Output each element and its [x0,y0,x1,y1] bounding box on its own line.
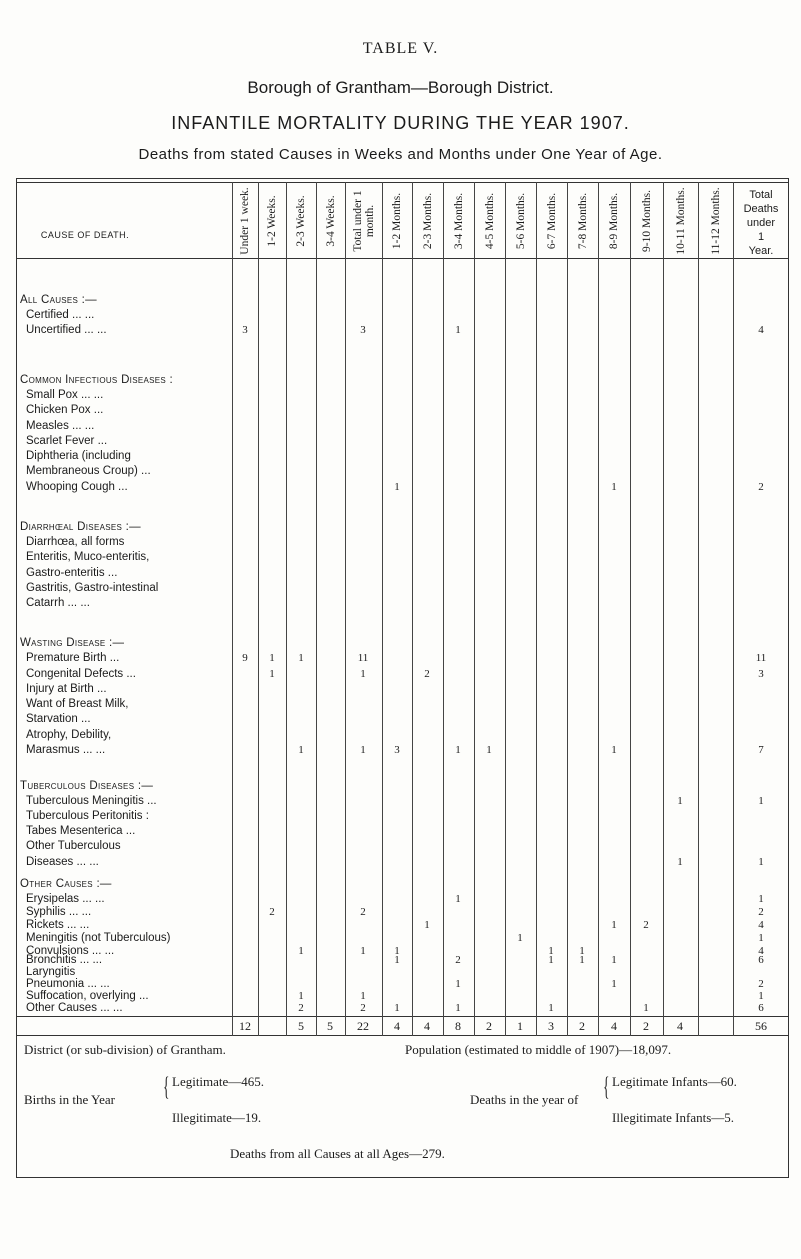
col-header: 11-12 Months. [709,186,722,255]
sub-heading: Deaths from stated Causes in Weeks and Months under One Year of Age. [138,146,663,163]
table-cell: 1 [548,1002,554,1014]
table-cell: 1 [298,990,304,1002]
row-label: Syphilis ... ... [26,906,92,918]
brace-right: { [603,1072,610,1101]
col-line [505,182,506,1036]
table-cell: 1 [611,744,617,756]
table-cell: 1 [579,945,585,957]
total-cell: 5 [298,1019,304,1033]
row-label: Suffocation, overlying ... [26,990,149,1002]
table-cell: 1 [455,324,461,336]
row-label: Bronchitis ... ... [26,954,103,966]
row-label: Enteritis, Muco-enteritis, [26,551,150,563]
col-line [412,182,413,1036]
row-label: Uncertified ... ... [26,324,107,336]
row-label: Scarlet Fever ... [26,435,108,447]
total-cell: 4 [611,1019,617,1033]
table-cell: 1 [579,954,585,966]
table-cell: 1 [611,919,617,931]
total-cell: 3 [548,1019,554,1033]
row-label: Chicken Pox ... [26,404,104,416]
table-cell: 1 [548,954,554,966]
table-cell: 1 [611,954,617,966]
table-cell: 2 [360,906,366,918]
col-header: Total under 1 month. [351,189,376,252]
table-cell: 2 [758,906,764,918]
row-label: Marasmus ... ... [26,744,106,756]
section-infectious: Common Infectious Diseases : [20,374,173,386]
col-line [474,182,475,1036]
row-label: Pneumonia ... ... [26,978,110,990]
row-label: Laryngitis [26,966,76,978]
col-line [382,182,383,1036]
total-cell: 4 [424,1019,430,1033]
total-cell: 8 [455,1019,461,1033]
row-label: Diarrhœa, all forms [26,536,125,548]
row-label: Certified ... ... [26,309,95,321]
section-all-causes: All Causes :— [20,294,97,306]
table-cell: 1 [360,668,366,680]
main-heading: INFANTILE MORTALITY DURING THE YEAR 1907. [171,113,630,133]
table-cell: 1 [455,744,461,756]
all-ages-deaths: Deaths from all Causes at all Ages—279. [230,1146,445,1161]
section-tuberculous: Tuberculous Diseases :— [20,780,154,792]
cause-header: CAUSE OF DEATH. [40,230,130,240]
col-line [232,182,233,1036]
population-line: Population (estimated to middle of 1907)—18,097. [405,1042,672,1057]
row-label: Starvation ... [26,713,91,725]
row-label: Injury at Birth ... [26,683,107,695]
row-label: Other Tuberculous [26,840,121,852]
col-header: 9-10 Months. [640,189,653,252]
col-line [630,182,631,1036]
legit-births: Legitimate—465. [172,1074,265,1089]
section-diarrhoeal: Diarrhœal Diseases :— [20,521,141,533]
table-cell: 2 [455,954,461,966]
row-label: Small Pox ... ... [26,389,104,401]
table-cell: 1 [455,893,461,905]
col-header: Under 1 week. [239,186,251,255]
table-cell: 1 [548,945,554,957]
table-cell: 1 [455,978,461,990]
table-cell: 2 [360,1002,366,1014]
col-header: 6-7 Months. [545,192,558,249]
col-line [316,182,317,1036]
table-cell: 1 [269,652,275,664]
col-header: 10-11 Months. [674,186,687,255]
table-cell: 1 [758,932,764,944]
table-cell: 1 [758,893,764,905]
row-label: Diseases ... ... [26,856,99,868]
row-label: Rickets ... ... [26,919,90,931]
table-cell: 3 [242,324,248,336]
table-cell: 7 [758,744,764,756]
district-line: District (or sub-division) of Grantham. [24,1042,226,1057]
table-cell: 1 [677,856,683,868]
table-cell: 3 [394,744,400,756]
row-label: Catarrh ... ... [26,597,90,609]
table-cell: 1 [455,1002,461,1014]
table-cell: 9 [242,652,248,664]
table-cell: 2 [643,919,649,931]
col-header: 2-3 Months. [421,192,434,249]
table-cell: 1 [394,1002,400,1014]
total-cell: 4 [677,1019,683,1033]
table-cell: 1 [758,990,764,1002]
table-cell: 1 [269,668,275,680]
row-label: Convulsions ... ... [26,945,115,957]
row-label: Meningitis (not Tuberculous) [26,932,171,944]
total-cell: 5 [327,1019,333,1033]
row-label: Tabes Mesenterica ... [26,825,136,837]
table-cell: 1 [758,795,764,807]
births-label: Births in the Year [24,1092,115,1107]
header-bottom-rule [17,258,788,259]
col-header: 7-8 Months. [576,192,589,249]
table-cell: 2 [269,906,275,918]
col-line [698,182,699,1036]
table-cell: 1 [424,919,430,931]
col-header: 5-6 Months. [514,192,527,249]
row-label: Diphtheria (including [26,450,131,462]
table-cell: 11 [755,652,767,664]
col-header: 1-2 Weeks. [266,194,278,247]
illegit-infants: Illegitimate Infants—5. [612,1110,735,1125]
table-cell: 6 [758,954,764,966]
table-cell: 2 [298,1002,304,1014]
section-wasting: Wasting Disease :— [20,637,125,649]
table-cell: 4 [758,945,764,957]
table-cell: 1 [611,481,617,493]
total-cell: 2 [643,1019,649,1033]
row-label: Other Causes ... ... [26,1002,123,1014]
table-cell: 3 [758,668,764,680]
col-header: 8-9 Months. [608,192,620,249]
total-cell: 1 [517,1019,523,1033]
table-cell: 1 [360,945,366,957]
total-cell: 2 [579,1019,585,1033]
row-label: Want of Breast Milk, [26,698,129,710]
col-header: 3-4 Weeks. [324,194,337,247]
section-other: Other Causes :— [20,878,112,890]
illegit-births: Illegitimate—19. [172,1110,262,1125]
table-cell: 2 [424,668,430,680]
table-cell: 3 [360,324,366,336]
table-cell: 1 [758,856,764,868]
table-cell: 2 [758,481,764,493]
table-cell: 1 [298,652,304,664]
table-cell: 6 [758,1002,764,1014]
row-label: Membraneous Croup) ... [26,465,151,477]
row-label: Congenital Defects ... [26,668,136,680]
table-cell: 1 [360,990,366,1002]
row-label: Atrophy, Debility, [26,729,112,741]
col-line [345,182,346,1036]
row-label: Whooping Cough ... [26,481,128,493]
table-cell: 4 [758,919,764,931]
row-label: Premature Birth ... [26,652,120,664]
table-cell: 1 [394,481,400,493]
row-label: Tuberculous Peritonitis : [26,810,149,822]
col-line [567,182,568,1036]
row-label: Gastro-enteritis ... [26,567,118,579]
total-header: Total Deaths under 1 Year. [743,189,779,257]
col-line [663,182,664,1036]
totals-top-rule [17,1016,788,1017]
col-line [598,182,599,1036]
deaths-label: Deaths in the year of [470,1092,579,1107]
table-cell: 1 [677,795,683,807]
table-cell: 1 [360,744,366,756]
brace-left: { [163,1072,170,1101]
row-label: Erysipelas ... ... [26,893,105,905]
col-header: 1-2 Months. [391,192,403,249]
row-label: Measles ... ... [26,420,95,432]
total-cell: 2 [486,1019,492,1033]
total-cell: 56 [755,1019,767,1033]
legit-infants: Legitimate Infants—60. [612,1074,737,1089]
table-cell: 2 [758,978,764,990]
table-number: TABLE V. [362,40,439,57]
col-line [733,182,734,1036]
col-header: 4-5 Months. [483,192,496,249]
col-header: 2-3 Weeks. [295,194,307,247]
table-cell: 1 [394,954,400,966]
table-cell: 1 [517,932,523,944]
col-line [536,182,537,1036]
total-cell: 22 [357,1019,369,1033]
table-cell: 1 [643,1002,649,1014]
table-cell: 4 [758,324,764,336]
totals-bottom-rule [17,1035,788,1036]
table-cell: 1 [298,744,304,756]
row-label: Gastritis, Gastro-intestinal [26,582,159,594]
total-cell: 4 [394,1019,400,1033]
table-cell: 1 [486,744,492,756]
col-header: 3-4 Months. [452,192,465,249]
col-line [443,182,444,1036]
total-cell: 12 [239,1019,251,1033]
district-title: Borough of Grantham—Borough District. [247,78,554,97]
table-cell: 1 [298,945,304,957]
table-cell: 1 [394,945,400,957]
table-cell: 1 [611,978,617,990]
row-label: Tuberculous Meningitis ... [26,795,157,807]
table-cell: 11 [357,652,369,664]
